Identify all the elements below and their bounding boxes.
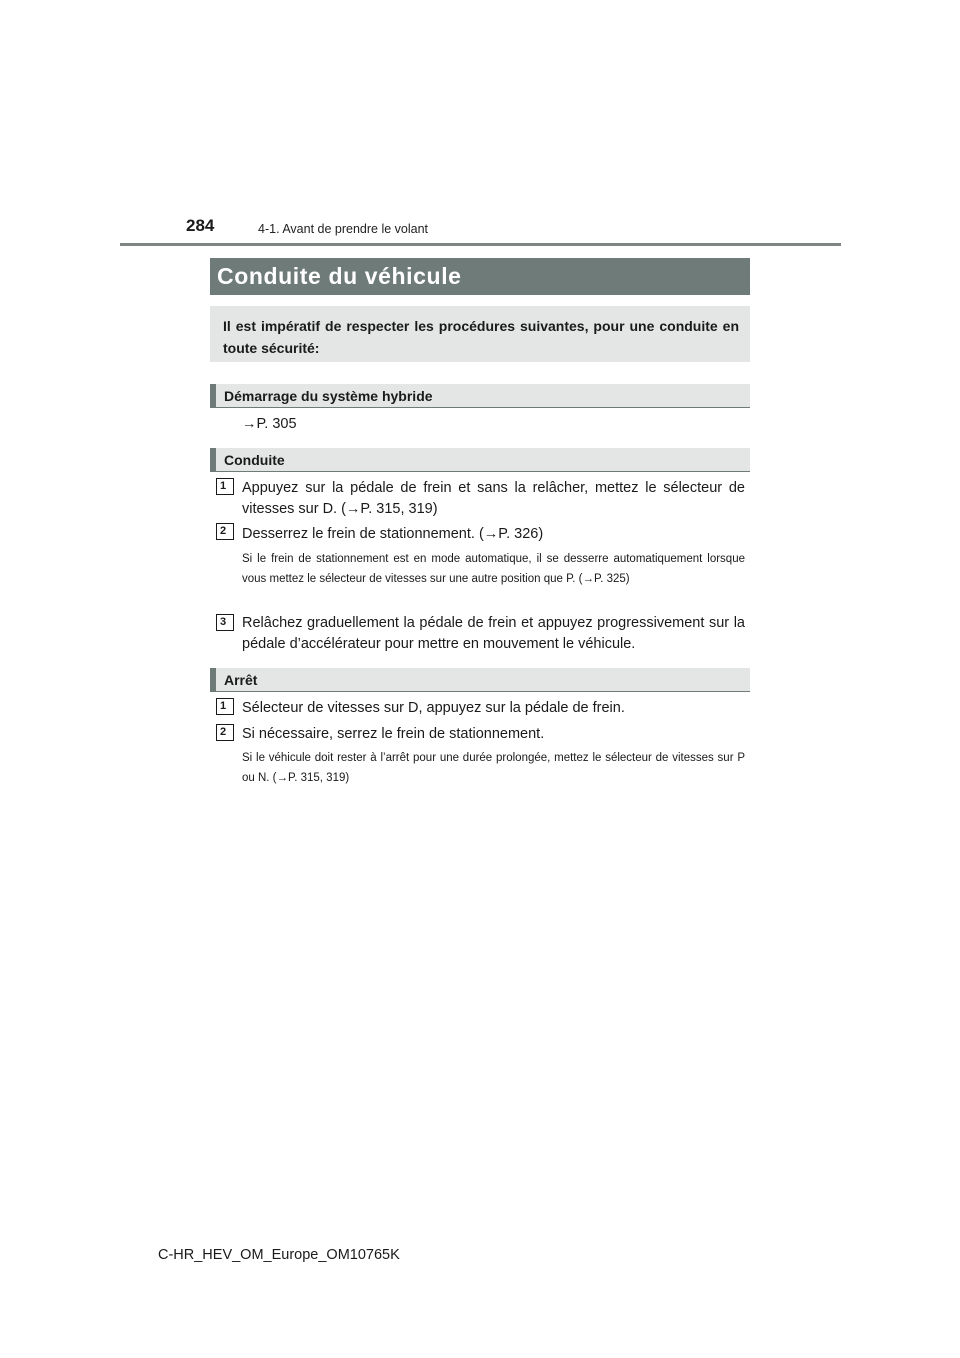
footer-document-code: C-HR_HEV_OM_Europe_OM10765K [158,1247,400,1263]
step-badge: 2 [216,523,234,540]
step-badge: 3 [216,614,234,631]
heading-stop: Arrêt [210,668,750,692]
step-text: Relâchez graduellement la pédale de frein et appuyez progressivement sur la pédale d’accélérateur pour mettre en mouvement le véhicule. [242,615,745,652]
heading-driving: Conduite [210,448,750,472]
step-note: Si le véhicule doit rester à l’arrêt pour une durée prolongée, mettez le sélecteur de vitesses sur P ou N. (→P. 315, 319) [242,752,745,784]
step-badge: 2 [216,724,234,741]
page-number: 284 [186,216,215,235]
start-page-reference: →P. 305 [242,416,297,432]
step-note: Si le frein de stationnement est en mode automatique, il se desserre automatiquement lorsque vous mettez le sélecteur de vitesses sur une autre position que P. (→P. 325) [242,553,745,585]
page-title: Conduite du véhicule [210,258,750,295]
step-text: Desserrez le frein de stationnement. (→P. 326) [242,526,544,542]
intro-box: Il est impératif de respecter les procédures suivantes, pour une conduite en toute sécurité: [210,306,750,362]
step-badge: 1 [216,478,234,495]
step-text: Si nécessaire, serrez le frein de stationnement. [242,726,545,742]
step-text: Sélecteur de vitesses sur D, appuyez sur la pédale de frein. [242,700,625,716]
section-reference: 4-1. Avant de prendre le volant [258,222,429,236]
step-text: Appuyez sur la pédale de frein et sans la relâcher, mettez le sélecteur de vitesses sur D. (→P. 315, 319) [242,480,745,517]
header-divider [120,243,841,246]
heading-start-hybrid: Démarrage du système hybride [210,384,750,408]
step-badge: 1 [216,698,234,715]
